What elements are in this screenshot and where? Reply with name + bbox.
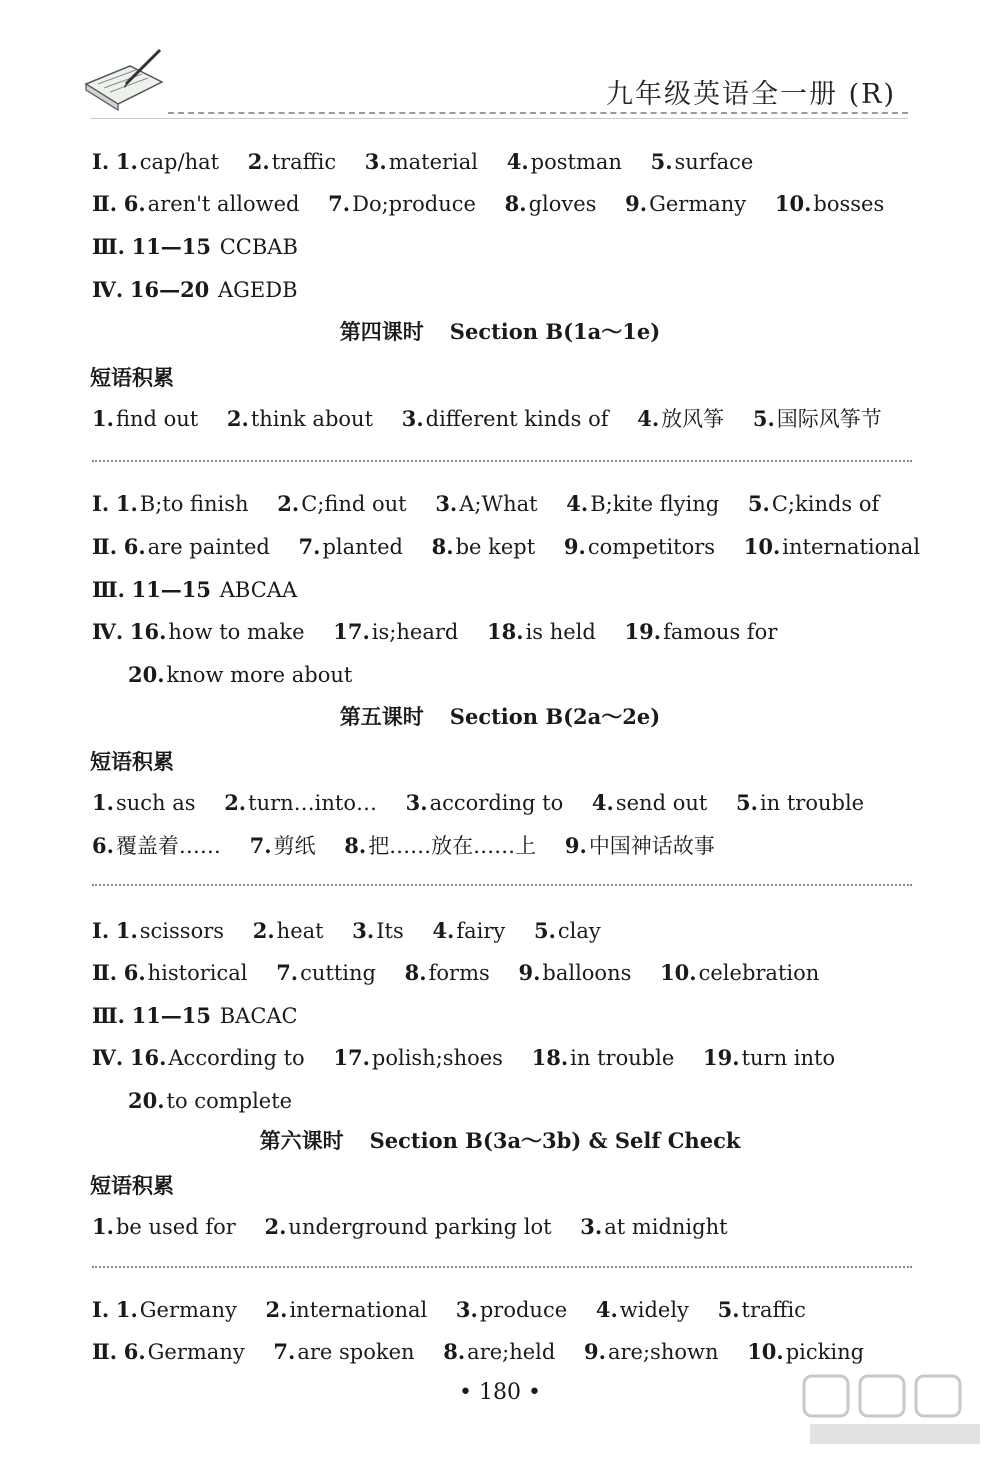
section-6-phrases: 1.be used for 2.underground parking lot 3.at midnight bbox=[92, 1214, 728, 1239]
section-4-phrases: 1.find out 2.think about 3.different kinds of 4.放风筝 5.国际风筝节 bbox=[92, 406, 882, 431]
section-4-divider bbox=[92, 460, 912, 462]
header-underline bbox=[90, 118, 908, 119]
section-5-phrase-title: 短语积累 bbox=[90, 749, 174, 774]
section-5-heading: 第五课时 Section B(2a～2e) bbox=[339, 704, 661, 729]
answer-line-4-5: 20.know more about bbox=[128, 662, 353, 687]
watermark-logo bbox=[790, 1370, 990, 1450]
section-4-phrase-title: 短语积累 bbox=[90, 365, 174, 390]
section-6-heading: 第六课时 Section B(3a～3b) & Self Check bbox=[259, 1128, 741, 1153]
section-5-phrases-2: 6.覆盖着…… 7.剪纸 8.把……放在……上 9.中国神话故事 bbox=[92, 833, 715, 858]
answer-line-5-3: Ⅲ. 11—15 BACAC bbox=[92, 1003, 298, 1028]
answer-line-a1: Ⅰ. 1.cap/hat 2.traffic 3.material 4.postman 5.surface bbox=[92, 149, 754, 174]
header-divider bbox=[168, 112, 908, 114]
answer-line-4-1: Ⅰ. 1.B;to finish 2.C;find out 3.A;What 4.B;kite flying 5.C;kinds of bbox=[92, 491, 880, 516]
answer-line-a2: Ⅱ. 6.aren't allowed 7.Do;produce 8.gloves 9.Germany 10.bosses bbox=[92, 191, 885, 216]
book-title: 九年级英语全一册 (R) bbox=[606, 79, 896, 110]
answer-line-a3: Ⅲ. 11—15 CCBAB bbox=[92, 234, 298, 259]
section-4-heading: 第四课时 Section B(1a～1e) bbox=[339, 319, 661, 344]
answer-line-6-1: Ⅰ. 1.Germany 2.international 3.produce 4.widely 5.traffic bbox=[92, 1297, 806, 1322]
section-5-phrases-1: 1.such as 2.turn…into… 3.according to 4.send out 5.in trouble bbox=[92, 790, 865, 815]
section-6-divider bbox=[92, 1266, 912, 1268]
answer-line-4-3: Ⅲ. 11—15 ABCAA bbox=[92, 577, 298, 602]
answer-line-4-2: Ⅱ. 6.are painted 7.planted 8.be kept 9.competitors 10.international bbox=[92, 534, 921, 559]
answer-line-4-4: Ⅳ. 16.how to make 17.is;heard 18.is held 19.famous for bbox=[92, 619, 778, 644]
answer-line-5-4: Ⅳ. 16.According to 17.polish;shoes 18.in trouble 19.turn into bbox=[92, 1045, 836, 1070]
answer-line-5-2: Ⅱ. 6.historical 7.cutting 8.forms 9.balloons 10.celebration bbox=[92, 960, 820, 985]
section-6-phrase-title: 短语积累 bbox=[90, 1173, 174, 1198]
answer-line-5-5: 20.to complete bbox=[128, 1088, 293, 1113]
page-number: • 180 • bbox=[459, 1380, 541, 1405]
answer-line-6-2: Ⅱ. 6.Germany 7.are spoken 8.are;held 9.are;shown 10.picking bbox=[92, 1339, 865, 1364]
answer-line-5-1: Ⅰ. 1.scissors 2.heat 3.Its 4.fairy 5.clay bbox=[92, 918, 601, 943]
notebook-pencil-logo bbox=[78, 44, 168, 112]
section-5-divider bbox=[92, 884, 912, 886]
answer-line-a4: Ⅳ. 16—20 AGEDB bbox=[92, 277, 298, 302]
